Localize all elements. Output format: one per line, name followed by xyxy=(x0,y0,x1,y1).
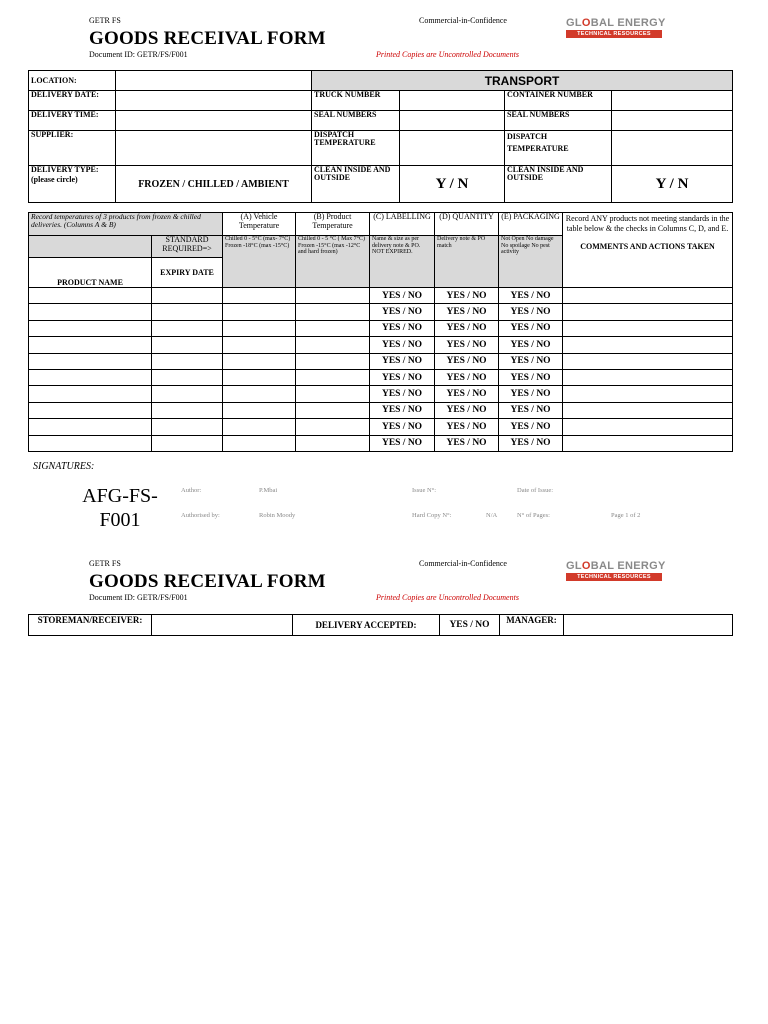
product-row xyxy=(29,419,733,435)
vehicle-temp-field[interactable] xyxy=(223,435,296,451)
record-temperatures-note: Record temperatures of 3 products from frozen & chilled deliveries. (Columns A & B) xyxy=(29,213,223,236)
dispatch-temp-right-label: DISPATCH TEMPERATURE xyxy=(505,131,612,166)
expiry-date-field[interactable] xyxy=(152,419,223,435)
col-a-standard: Chilled 0 - 5°C (max- 7°C) Frozen -18°C (max -15°C) xyxy=(223,236,296,288)
hard-copy-value: N/A xyxy=(486,512,498,519)
labelling-yes-no[interactable]: YES / NO xyxy=(370,337,435,353)
labelling-yes-no[interactable]: YES / NO xyxy=(370,304,435,320)
issue-label: Issue N°: xyxy=(412,487,437,494)
product-temp-field[interactable] xyxy=(296,419,370,435)
product-row xyxy=(29,435,733,451)
pages-label: N° of Pages: xyxy=(517,512,550,519)
labelling-yes-no[interactable]: YES / NO xyxy=(370,320,435,336)
expiry-date-field[interactable] xyxy=(152,402,223,418)
seal-numbers-right-field[interactable] xyxy=(612,111,733,131)
product-temp-field[interactable] xyxy=(296,435,370,451)
seal-numbers-label: SEAL NUMBERS xyxy=(312,111,400,131)
col-e-title: (E) PACKAGING xyxy=(499,213,563,236)
col-d-standard: Delivery note & PO match xyxy=(435,236,499,288)
expiry-date-field[interactable] xyxy=(152,369,223,385)
quantity-yes-no[interactable]: YES / NO xyxy=(435,337,499,353)
org-code-2: GETR FS xyxy=(89,559,121,568)
packaging-yes-no[interactable]: YES / NO xyxy=(499,288,563,304)
labelling-yes-no[interactable]: YES / NO xyxy=(370,353,435,369)
form-title: GOODS RECEIVAL FORM xyxy=(89,28,326,49)
quantity-yes-no[interactable]: YES / NO xyxy=(435,288,499,304)
container-number-label: CONTAINER NUMBER xyxy=(505,91,612,111)
comments-field[interactable] xyxy=(563,304,733,320)
clean-inside-right-label: CLEAN INSIDE AND OUTSIDE xyxy=(505,166,612,203)
product-row xyxy=(29,402,733,418)
col-b-standard: Chilled 0 - 5 °C ( Max 7°C) Frozen -15°C (max -12°C and hard frozen) xyxy=(296,236,370,288)
comments-field[interactable] xyxy=(563,386,733,402)
author-label: Author: xyxy=(181,487,202,494)
delivery-type-options[interactable]: FROZEN / CHILLED / AMBIENT xyxy=(116,166,312,203)
acceptance-table xyxy=(28,614,733,636)
hard-copy-label: Hard Copy N°: xyxy=(412,512,452,519)
quantity-yes-no[interactable]: YES / NO xyxy=(435,304,499,320)
comments-field[interactable] xyxy=(563,419,733,435)
vehicle-temp-field[interactable] xyxy=(223,419,296,435)
packaging-yes-no[interactable]: YES / NO xyxy=(499,402,563,418)
product-temp-field[interactable] xyxy=(296,320,370,336)
product-row xyxy=(29,288,733,304)
author-value: P.Mbai xyxy=(259,487,278,494)
quantity-yes-no[interactable]: YES / NO xyxy=(435,386,499,402)
delivery-date-label: DELIVERY DATE: xyxy=(29,91,116,111)
expiry-date-field[interactable] xyxy=(152,337,223,353)
comments-header xyxy=(563,213,733,288)
col-c-title: (C) LABELLING xyxy=(370,213,435,236)
product-name-field[interactable] xyxy=(29,304,152,320)
packaging-yes-no[interactable]: YES / NO xyxy=(499,304,563,320)
dispatch-temp-field[interactable] xyxy=(400,131,505,166)
authorised-label: Authorised by: xyxy=(181,512,220,519)
expiry-date-field[interactable] xyxy=(152,353,223,369)
packaging-yes-no[interactable]: YES / NO xyxy=(499,419,563,435)
seal-numbers-field[interactable] xyxy=(400,111,505,131)
vehicle-temp-field[interactable] xyxy=(223,337,296,353)
comments-field[interactable] xyxy=(563,402,733,418)
vehicle-temp-field[interactable] xyxy=(223,288,296,304)
product-name-field[interactable] xyxy=(29,386,152,402)
product-row xyxy=(29,369,733,385)
confidentiality-label-2: Commercial-in-Confidence xyxy=(419,559,507,568)
product-temp-field[interactable] xyxy=(296,353,370,369)
product-name-field[interactable] xyxy=(29,402,152,418)
labelling-yes-no[interactable]: YES / NO xyxy=(370,402,435,418)
labelling-yes-no[interactable]: YES / NO xyxy=(370,419,435,435)
location-label: LOCATION: xyxy=(29,71,116,91)
labelling-yes-no[interactable]: YES / NO xyxy=(370,386,435,402)
storeman-field[interactable] xyxy=(152,615,293,636)
seal-numbers-right-label: SEAL NUMBERS xyxy=(505,111,612,131)
product-row xyxy=(29,337,733,353)
comments-title: COMMENTS AND ACTIONS TAKEN xyxy=(580,242,715,251)
page-number: Page 1 of 2 xyxy=(611,512,641,519)
truck-number-label: TRUCK NUMBER xyxy=(312,91,400,111)
comments-field[interactable] xyxy=(563,435,733,451)
location-field[interactable] xyxy=(116,71,312,91)
dispatch-temp-right-field[interactable] xyxy=(612,131,733,166)
delivery-accepted-label: DELIVERY ACCEPTED: xyxy=(293,615,440,636)
packaging-yes-no[interactable]: YES / NO xyxy=(499,353,563,369)
confidentiality-label: Commercial-in-Confidence xyxy=(419,16,507,25)
signatures-label: SIGNATURES: xyxy=(33,461,95,472)
manager-field[interactable] xyxy=(564,615,733,636)
product-temp-field[interactable] xyxy=(296,369,370,385)
dispatch-temp-label: DISPATCH TEMPERATURE xyxy=(312,131,400,166)
storeman-label: STOREMAN/RECEIVER: xyxy=(29,615,152,636)
labelling-yes-no[interactable]: YES / NO xyxy=(370,288,435,304)
please-circle-note: (please circle) xyxy=(31,175,78,184)
product-temp-field[interactable] xyxy=(296,402,370,418)
quantity-yes-no[interactable]: YES / NO xyxy=(435,320,499,336)
org-code: GETR FS xyxy=(89,16,121,25)
expiry-date-field[interactable] xyxy=(152,320,223,336)
packaging-yes-no[interactable]: YES / NO xyxy=(499,435,563,451)
container-number-field[interactable] xyxy=(612,91,733,111)
supplier-label: SUPPLIER: xyxy=(29,131,116,166)
product-row xyxy=(29,353,733,369)
product-name-field[interactable] xyxy=(29,337,152,353)
expiry-date-field[interactable] xyxy=(152,304,223,320)
packaging-yes-no[interactable]: YES / NO xyxy=(499,369,563,385)
packaging-yes-no[interactable]: YES / NO xyxy=(499,386,563,402)
footer-doc-code: AFG-FS-F001 xyxy=(82,485,158,531)
packaging-yes-no[interactable]: YES / NO xyxy=(499,320,563,336)
company-logo: GLOBAL ENERGY TECHNICAL RESOURCES xyxy=(566,17,666,37)
company-logo-2: GLOBAL ENERGY TECHNICAL RESOURCES xyxy=(566,560,666,580)
quantity-yes-no[interactable]: YES / NO xyxy=(435,369,499,385)
comments-field[interactable] xyxy=(563,337,733,353)
truck-number-field[interactable] xyxy=(400,91,505,111)
vehicle-temp-field[interactable] xyxy=(223,402,296,418)
comments-field[interactable] xyxy=(563,353,733,369)
delivery-date-field[interactable] xyxy=(116,91,312,111)
product-row xyxy=(29,386,733,402)
delivery-type-label: DELIVERY TYPE: xyxy=(31,165,99,174)
document-id: Document ID: GETR/FS/F001 xyxy=(89,50,188,59)
labelling-yes-no[interactable]: YES / NO xyxy=(370,369,435,385)
delivery-type-cell xyxy=(29,166,116,203)
manager-label: MANAGER: xyxy=(500,615,564,636)
expiry-date-field[interactable] xyxy=(152,386,223,402)
product-temp-field[interactable] xyxy=(296,304,370,320)
expiry-date-field[interactable] xyxy=(152,435,223,451)
quantity-yes-no[interactable]: YES / NO xyxy=(435,353,499,369)
col-c-standard: Name & size as per delivery note & PO. NOT EXPIRED. xyxy=(370,236,435,288)
comments-field[interactable] xyxy=(563,369,733,385)
labelling-yes-no[interactable]: YES / NO xyxy=(370,435,435,451)
supplier-field[interactable] xyxy=(116,131,312,166)
vehicle-temp-field[interactable] xyxy=(223,320,296,336)
clean-inside-left-yn[interactable]: Y / N xyxy=(400,166,505,203)
expiry-date-header: EXPIRY DATE xyxy=(152,258,223,288)
product-name-field[interactable] xyxy=(29,320,152,336)
col-b-title: (B) Product Temperature xyxy=(296,213,370,236)
delivery-time-field[interactable] xyxy=(116,111,312,131)
product-name-header: PRODUCT NAME xyxy=(29,258,152,288)
col-d-title: (D) QUANTITY xyxy=(435,213,499,236)
delivery-info-table xyxy=(28,70,733,203)
document-id-2: Document ID: GETR/FS/F001 xyxy=(89,593,188,602)
product-name-field[interactable] xyxy=(29,435,152,451)
product-name-field[interactable] xyxy=(29,288,152,304)
date-of-issue-label: Date of Issue: xyxy=(517,487,554,494)
uncontrolled-notice-2: Printed Copies are Uncontrolled Documents xyxy=(376,593,519,602)
col-a-title: (A) Vehicle Temperature xyxy=(223,213,296,236)
product-name-field[interactable] xyxy=(29,353,152,369)
vehicle-temp-field[interactable] xyxy=(223,386,296,402)
transport-heading: TRANSPORT xyxy=(312,71,733,91)
delivery-time-label: DELIVERY TIME: xyxy=(29,111,116,131)
product-row xyxy=(29,320,733,336)
product-name-field[interactable] xyxy=(29,419,152,435)
packaging-yes-no[interactable]: YES / NO xyxy=(499,337,563,353)
product-temp-field[interactable] xyxy=(296,288,370,304)
product-rows xyxy=(29,288,733,452)
vehicle-temp-field[interactable] xyxy=(223,369,296,385)
vehicle-temp-field[interactable] xyxy=(223,304,296,320)
form-title-2: GOODS RECEIVAL FORM xyxy=(89,571,326,592)
standard-required-label: STANDARD REQUIRED=> xyxy=(152,236,223,258)
blank-shade-cell xyxy=(29,236,152,258)
product-check-table xyxy=(28,212,733,452)
clean-inside-left-label: CLEAN INSIDE AND OUTSIDE xyxy=(312,166,400,203)
product-temp-field[interactable] xyxy=(296,337,370,353)
col-e-standard: Not Open No damage No spoilage No pest activity xyxy=(499,236,563,288)
clean-inside-right-yn[interactable]: Y / N xyxy=(612,166,733,203)
delivery-accepted-yes-no[interactable]: YES / NO xyxy=(440,615,500,636)
product-name-field[interactable] xyxy=(29,369,152,385)
expiry-date-field[interactable] xyxy=(152,288,223,304)
comments-field[interactable] xyxy=(563,320,733,336)
quantity-yes-no[interactable]: YES / NO xyxy=(435,435,499,451)
quantity-yes-no[interactable]: YES / NO xyxy=(435,419,499,435)
product-temp-field[interactable] xyxy=(296,386,370,402)
quantity-yes-no[interactable]: YES / NO xyxy=(435,402,499,418)
vehicle-temp-field[interactable] xyxy=(223,353,296,369)
product-row xyxy=(29,304,733,320)
authorised-value: Robin Moody xyxy=(259,512,296,519)
uncontrolled-notice: Printed Copies are Uncontrolled Documents xyxy=(376,50,519,59)
comments-note: Record ANY products not meeting standards in the table below & the checks in Columns C, D, and E. xyxy=(565,214,730,233)
comments-field[interactable] xyxy=(563,288,733,304)
